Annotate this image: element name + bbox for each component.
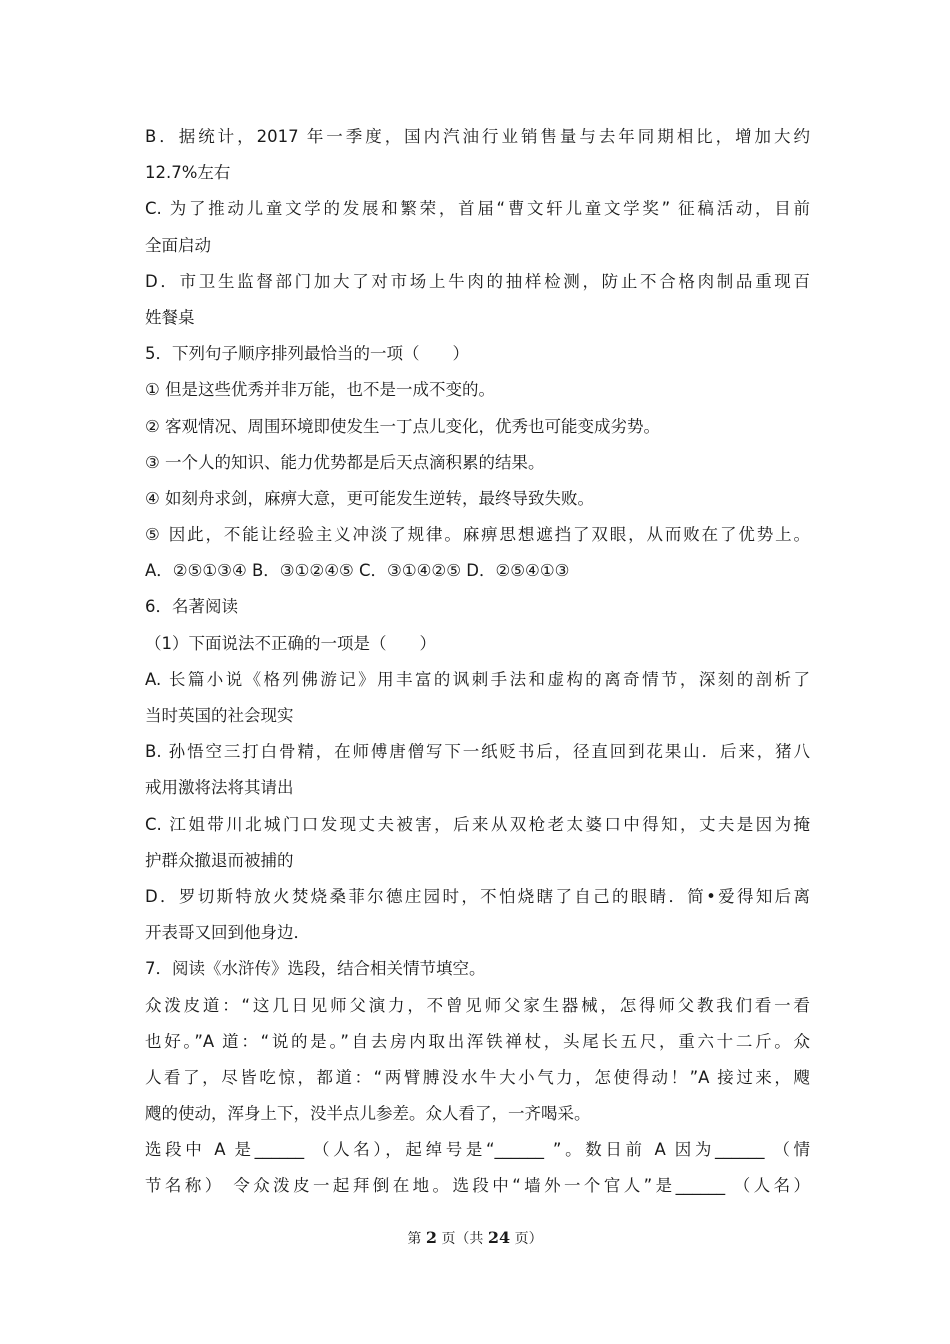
text-line: 众泼皮道：“这几日见师父演力，不曾见师父家生器械，怎得师父教我们看一看: [145, 995, 810, 1015]
text-line: 12.7%左右: [145, 163, 231, 183]
text-line: C. 江姐带川北城门口发现丈夫被害，后来从双枪老太婆口中得知，丈夫是因为掩: [145, 814, 810, 834]
text-line: 开表哥又回到他身边．: [145, 923, 310, 943]
footer-suffix: 页）: [514, 1231, 543, 1247]
text-line: 人看了，尽皆吃惊，都道：“两臂膊没水牛大小气力，怎使得动！”A 接过来，飕: [145, 1067, 810, 1087]
text-line: ② 客观情况、周围环境即使发生一丁点儿变化，优秀也可能变成劣势。: [145, 416, 661, 436]
text-line: 护群众撤退而被捕的: [145, 850, 294, 870]
text-line: 6．名著阅读: [145, 597, 238, 617]
footer-middle: 页（共: [441, 1231, 484, 1247]
text-line: 当时英国的社会现实: [145, 706, 294, 725]
text-line: B．据统计，2017 年一季度，国内汽油行业销售量与去年同期相比，增加大约: [145, 127, 810, 146]
footer-prefix: 第: [407, 1231, 422, 1247]
text-line: ④ 如刻舟求剑，麻痹大意，更可能发生逆转，最终导致失败。: [145, 488, 595, 508]
text-line: （1）下面说法不正确的一项是（ ）: [145, 633, 436, 653]
document-body: [145, 119, 810, 1205]
text-line: 选段中 A 是______ （人名），起绰号是“______ ”。数日前 A 因为______ （情: [145, 1140, 810, 1160]
text-line: 戒用激将法将其请出: [145, 778, 294, 798]
text-line: 全面启动: [145, 235, 211, 255]
text-line: 5．下列句子顺序排列最恰当的一项（ ）: [145, 344, 469, 364]
text-line: ① 但是这些优秀并非万能，也不是一成不变的。: [145, 380, 496, 400]
text-line: 姓餐桌: [145, 307, 195, 327]
footer-page-number: 2: [425, 1228, 437, 1247]
footer-total-pages: 24: [487, 1228, 511, 1247]
text-line: 也好。”A 道：“说的是。”自去房内取出浑铁禅杖，头尾长五尺，重六十二斤。众: [145, 1031, 810, 1051]
text-line: A. 长篇小说《格列佛游记》用丰富的讽刺手法和虚构的离奇情节，深刻的剖析了: [145, 669, 810, 689]
text-line: 7．阅读《水浒传》选段，结合相关情节填空。: [145, 959, 486, 979]
text-line: B. 孙悟空三打白骨精，在师傅唐僧写下一纸贬书后，径直回到花果山．后来，猪八: [145, 742, 810, 762]
text-line: 节名称） 令众泼皮一起拜倒在地。选段中“墙外一个官人”是______ （人名）: [145, 1176, 810, 1196]
text-line: D．罗切斯特放火焚烧桑菲尔德庄园时，不怕烧瞎了自己的眼睛．简•爱得知后离: [145, 886, 810, 906]
text-line: ③ 一个人的知识、能力优势都是后天点滴积累的结果。: [145, 452, 545, 472]
text-line: D．市卫生监督部门加大了对市场上牛肉的抽样检测，防止不合格肉制品重现百: [145, 271, 810, 291]
text-line: C. 为了推动儿童文学的发展和繁荣，首届“曹文轩儿童文学奖” 征稿活动，目前: [145, 199, 810, 219]
text-line: A．②⑤①③④ B．③①②④⑤ C．③①④②⑤ D．②⑤④①③: [145, 561, 570, 581]
text-line: ⑤ 因此，不能让经验主义冲淡了规律。麻痹思想遮挡了双眼，从而败在了优势上。: [145, 525, 810, 545]
page-footer: [0, 1228, 950, 1249]
text-line: 飕的使动，浑身上下，没半点儿参差。众人看了，一齐喝采。: [145, 1104, 591, 1124]
